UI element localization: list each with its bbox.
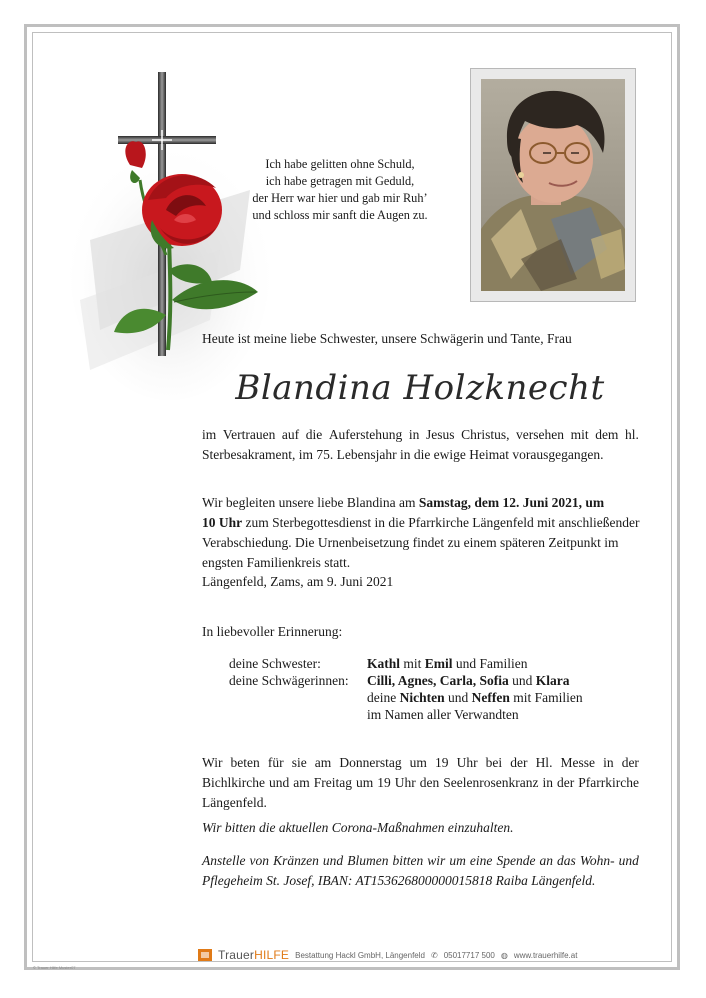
word: hl. bbox=[625, 427, 639, 442]
word: Anstelle bbox=[202, 853, 246, 868]
website-link[interactable]: www.trauerhilfe.at bbox=[513, 950, 578, 960]
word: der bbox=[556, 775, 575, 790]
word: und bbox=[268, 775, 290, 790]
word: Donnerstag bbox=[339, 755, 402, 770]
word: Pfarrkirche bbox=[578, 775, 639, 790]
word: am bbox=[314, 755, 332, 770]
poem-line: der Herr war hier und gab mir Ruh’ bbox=[252, 191, 428, 205]
web-icon: ◍ bbox=[500, 950, 508, 960]
deceased-name: Blandina Holzknecht bbox=[235, 368, 605, 408]
signature-name: Emil bbox=[424, 656, 453, 671]
phone-number: 05017717 500 bbox=[443, 950, 495, 960]
word: Freitag bbox=[313, 775, 352, 790]
brand-name bbox=[218, 948, 289, 962]
word: um bbox=[449, 853, 466, 868]
word: Wir bbox=[202, 755, 223, 770]
word: 19 bbox=[435, 755, 449, 770]
memory-heading: In liebevoller Erinnerung: bbox=[202, 624, 343, 639]
word: um bbox=[409, 755, 427, 770]
brand-part: Trauer bbox=[218, 948, 255, 962]
signature-text: und bbox=[444, 690, 472, 705]
signature-label: deine Schwägerinnen: bbox=[229, 673, 349, 688]
paragraph-donation bbox=[202, 851, 639, 891]
poem-line: und schloss mir sanft die Augen zu. bbox=[252, 208, 428, 222]
brand-part: HILFE bbox=[254, 948, 290, 962]
portrait-frame bbox=[470, 68, 636, 302]
word: Bichlkirche bbox=[202, 775, 265, 790]
word: mit bbox=[570, 427, 589, 442]
word: um bbox=[355, 775, 374, 790]
word: den bbox=[419, 775, 440, 790]
word: Blumen bbox=[347, 853, 389, 868]
word: an bbox=[539, 853, 553, 868]
funeral-date: Samstag, dem 12. Juni 2021, um bbox=[418, 495, 605, 510]
signature-names bbox=[367, 672, 570, 689]
cross-rose-icon bbox=[70, 70, 270, 400]
signature-name: Klara bbox=[535, 673, 570, 688]
word: Wohn- bbox=[579, 853, 615, 868]
corona-note: Wir bitten die aktuellen Corona-Maßnahmen einzuhalten. bbox=[202, 820, 514, 835]
place-date: Längenfeld, Zams, am 9. Juni 2021 bbox=[202, 574, 394, 589]
word: wir bbox=[427, 853, 446, 868]
paragraph-line bbox=[202, 773, 639, 793]
paragraph-line bbox=[202, 425, 639, 445]
word: für bbox=[267, 755, 284, 770]
paragraph-line bbox=[202, 753, 639, 773]
word: Kränzen bbox=[273, 853, 319, 868]
word: Jesus bbox=[425, 427, 455, 442]
poem-line: ich habe getragen mit Geduld, bbox=[265, 174, 415, 188]
word: dem bbox=[595, 427, 619, 442]
word: die bbox=[305, 427, 323, 442]
word: Christus, bbox=[461, 427, 510, 442]
word: bei bbox=[485, 755, 503, 770]
portrait-image bbox=[481, 79, 625, 291]
paragraph-line bbox=[202, 851, 639, 871]
funeral-time: 10 Uhr bbox=[202, 515, 243, 530]
paragraph-funeral bbox=[202, 493, 639, 573]
word: und bbox=[322, 853, 344, 868]
funeral-text: Wir begleiten unsere liebe Blandina am bbox=[202, 495, 419, 510]
paragraph-prayer bbox=[202, 753, 639, 813]
signature-name: Nichten bbox=[399, 690, 445, 705]
word: eine bbox=[469, 853, 493, 868]
word: Vertrauen bbox=[222, 427, 276, 442]
word: versehen bbox=[516, 427, 565, 442]
poem-line: Ich habe gelitten ohne Schuld, bbox=[265, 157, 415, 171]
word: in bbox=[603, 755, 614, 770]
signature-name: Kathl bbox=[367, 656, 401, 671]
word: Messe bbox=[560, 755, 596, 770]
word: der bbox=[621, 755, 639, 770]
word: am bbox=[293, 775, 310, 790]
signature-name: Neffen bbox=[471, 690, 510, 705]
poem bbox=[230, 156, 450, 224]
word: beten bbox=[230, 755, 260, 770]
word: der bbox=[510, 755, 528, 770]
intro-text: Heute ist meine liebe Schwester, unsere Schwägerin und Tante, Frau bbox=[202, 331, 572, 346]
word: das bbox=[557, 853, 576, 868]
word: sie bbox=[291, 755, 307, 770]
word: und bbox=[618, 853, 639, 868]
signature-names bbox=[367, 689, 583, 706]
word: bitten bbox=[392, 853, 424, 868]
word: auf bbox=[281, 427, 300, 442]
company-name: Bestattung Hackl GmbH, Längenfeld bbox=[295, 950, 425, 960]
paragraph-line: Verabschiedung. Die Urnenbeisetzung findet zu einem späteren Zeitpunkt im bbox=[202, 535, 619, 550]
word: in bbox=[408, 427, 420, 442]
paragraph-line: Sterbesakrament, im 75. Lebensjahr in die ewige Heimat vorausgegangen. bbox=[202, 447, 604, 462]
word: von bbox=[249, 853, 270, 868]
word: Auferstehung bbox=[328, 427, 403, 442]
word: im bbox=[202, 427, 217, 442]
word: 19 bbox=[377, 775, 391, 790]
footer bbox=[198, 947, 577, 963]
credit-note: © Trauer Hilfe Muster07 bbox=[33, 965, 76, 970]
signature-label: deine Schwester: bbox=[229, 656, 321, 671]
word: Uhr bbox=[456, 755, 478, 770]
signature-text: im Namen aller Verwandten bbox=[367, 707, 519, 722]
paragraph-faith bbox=[202, 425, 639, 465]
signature-text: mit bbox=[400, 656, 425, 671]
signature-names bbox=[367, 655, 528, 672]
paragraph-line bbox=[202, 493, 639, 513]
signature-text: deine bbox=[367, 690, 400, 705]
phone-icon: ✆ bbox=[430, 950, 438, 960]
signature-name: Cilli, Agnes, Carla, Sofia bbox=[367, 673, 509, 688]
word: in bbox=[542, 775, 553, 790]
word: Seelenrosenkranz bbox=[443, 775, 539, 790]
word: Spende bbox=[496, 853, 536, 868]
paragraph-line: Längenfeld. bbox=[202, 795, 267, 810]
signature-text: mit Familien bbox=[509, 690, 583, 705]
word: Hl. bbox=[535, 755, 553, 770]
word: Uhr bbox=[394, 775, 416, 790]
paragraph-line bbox=[202, 513, 639, 533]
paragraph-line: Pflegeheim St. Josef, IBAN: AT153626800000015818 Raiba Längenfeld. bbox=[202, 873, 596, 888]
funeral-text: zum Sterbegottesdienst in die Pfarrkirche Längenfeld mit anschließender bbox=[242, 515, 640, 530]
paragraph-line: engsten Familienkreis statt. bbox=[202, 555, 351, 570]
portrait-photo bbox=[481, 79, 625, 291]
signature-text: und bbox=[508, 673, 536, 688]
trauerhilfe-logo-icon bbox=[198, 949, 212, 961]
signature-text: und Familien bbox=[452, 656, 528, 671]
